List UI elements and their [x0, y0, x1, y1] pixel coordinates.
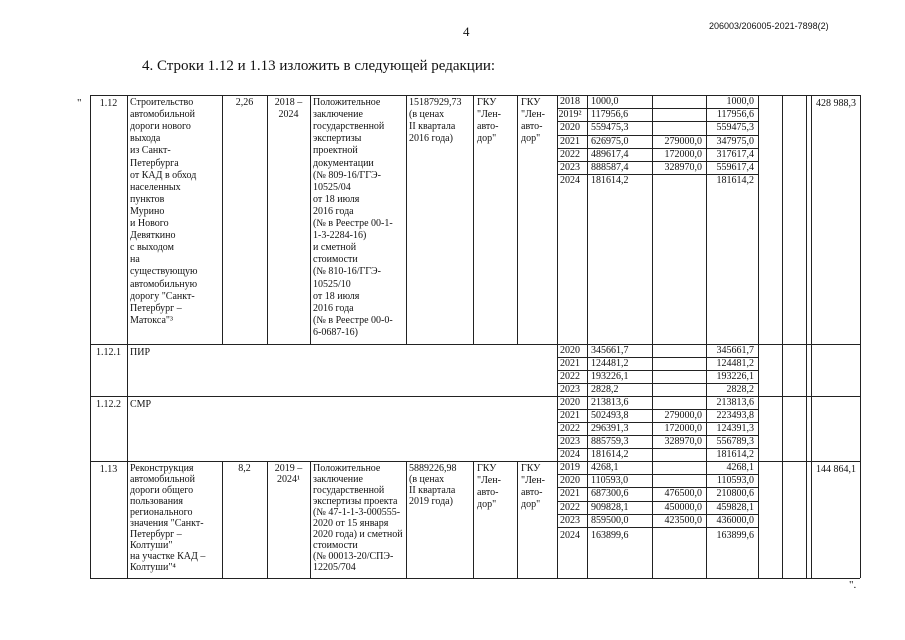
executor-line: ГКУ	[521, 463, 541, 474]
total-cell: 163899,6	[591, 530, 629, 541]
row-number: 1.12	[99, 98, 118, 109]
customer-line: "Лен-	[477, 475, 501, 487]
project-name-line: от КАД в обход	[130, 169, 197, 181]
regional-cell: 345661,7	[716, 345, 754, 356]
total-cell: 296391,3	[591, 423, 629, 434]
doc-line: (№ 00013-20/СПЭ-	[313, 551, 394, 562]
project-name-line: Колтуши"⁴	[130, 562, 176, 573]
regional-cell: 213813,6	[716, 397, 754, 408]
project-name-line: Девяткино	[130, 230, 176, 242]
executor-line: авто-	[521, 121, 543, 133]
doc-line: 1-3-2284-16)	[313, 230, 367, 242]
total-cell: 502493,8	[591, 410, 629, 421]
year-cell: 2024	[560, 175, 580, 187]
length-cell: 2,26	[235, 97, 254, 108]
federal-cell: 476500,0	[664, 488, 702, 500]
project-name-line: и Нового	[130, 218, 169, 229]
total-cell: 687300,6	[591, 488, 629, 500]
row-number: 1.12.1	[96, 347, 121, 358]
doc-line: государственной	[313, 121, 385, 133]
customer-line: авто-	[477, 121, 499, 133]
grid-line	[310, 95, 311, 344]
project-name-line: на участке КАД –	[130, 551, 206, 562]
total-cell: 4268,1	[591, 462, 619, 473]
regional-cell: 163899,6	[716, 530, 754, 541]
regional-cell: 223493,8	[716, 410, 754, 421]
total-cell: 559475,3	[591, 122, 629, 134]
subitem-name: СМР	[130, 399, 152, 410]
doc-line: 10525/10	[313, 278, 351, 290]
project-name-line: из Санкт-	[130, 145, 171, 157]
doc-line: (№ 47-1-1-3-000555-	[313, 507, 401, 518]
year-cell: 2021	[560, 488, 580, 500]
doc-line: заключение	[313, 109, 363, 121]
executor-line: "Лен-	[521, 109, 545, 121]
project-name-line: дорогу "Санкт-	[130, 290, 195, 302]
grid-line	[127, 95, 128, 578]
project-name-line: пунктов	[130, 193, 165, 205]
regional-cell: 2828,2	[726, 384, 754, 395]
period-line: 2024¹	[277, 474, 300, 485]
project-name-line: регионального	[130, 507, 193, 518]
customer-line: ГКУ	[477, 97, 497, 108]
cost-line: 15187929,73	[409, 97, 462, 108]
doc-line: экспертизы проекта	[313, 496, 398, 507]
doc-line: Положительное	[313, 97, 381, 108]
regional-cell: 124481,2	[716, 358, 754, 369]
section-heading: 4. Строки 1.12 и 1.13 изложить в следующей редакции:	[142, 58, 496, 74]
total-cell: 124481,2	[591, 358, 629, 369]
doc-line: (№ в Реестре 00-1-	[313, 218, 393, 229]
cost-line: 2019 года)	[409, 496, 453, 507]
year-cell: 2019²	[558, 109, 582, 121]
grid-line	[90, 578, 860, 579]
period-line: 2024	[278, 109, 299, 121]
project-name-line: дороги нового	[130, 121, 191, 133]
regional-cell: 459828,1	[716, 501, 754, 513]
regional-cell: 1000,0	[726, 96, 754, 107]
doc-line: 10525/04	[313, 181, 351, 193]
regional-cell: 181614,2	[716, 449, 754, 460]
year-cell: 2020	[560, 475, 580, 487]
federal-cell: 279000,0	[664, 135, 702, 147]
grid-line	[758, 95, 759, 578]
doc-line: (№ 810-16/ГГЭ-	[313, 266, 381, 278]
grid-line	[406, 95, 407, 344]
total-cell: 489617,4	[591, 148, 629, 160]
row-number: 1.13	[99, 464, 118, 475]
customer-line: дор"	[477, 133, 497, 145]
doc-line: от 18 июля	[313, 193, 360, 205]
total-cell: 193226,1	[591, 371, 629, 382]
project-name-line: выхода	[130, 133, 161, 145]
project-name-line: на	[130, 254, 140, 266]
executor-line: ГКУ	[521, 97, 541, 108]
customer-line: ГКУ	[477, 463, 497, 474]
regional-cell: 436000,0	[716, 514, 754, 526]
grid-line	[473, 461, 474, 578]
regional-cell: 4268,1	[726, 462, 754, 473]
project-name-line: Колтуши"	[130, 540, 173, 551]
federal-cell: 328970,0	[664, 162, 702, 173]
doc-line: (№ в Реестре 00-0-	[313, 314, 393, 326]
total-cell: 888587,4	[591, 162, 629, 173]
regional-cell: 210800,6	[716, 488, 754, 500]
grid-line	[222, 461, 223, 578]
page-number: 4	[463, 24, 470, 39]
year-cell: 2020	[560, 397, 580, 408]
doc-line: государственной	[313, 485, 385, 496]
regional-cell: 193226,1	[716, 371, 754, 382]
year-cell: 2021	[560, 358, 580, 369]
cost-line: (в ценах	[409, 474, 445, 485]
federal-cell: 423500,0	[664, 514, 702, 526]
project-name-line: Мурино	[130, 205, 165, 217]
cost-line: II квартала	[409, 121, 456, 133]
grid-line	[706, 95, 707, 578]
grid-line	[806, 95, 807, 578]
regional-cell: 117956,6	[716, 109, 754, 121]
year-cell: 2023	[560, 436, 580, 447]
year-cell: 2024	[560, 449, 580, 460]
year-cell: 2022	[560, 371, 580, 382]
grid-line	[860, 95, 861, 578]
customer-line: дор"	[477, 499, 497, 511]
project-name-line: автомобильной	[130, 109, 195, 121]
doc-line: 2016 года	[313, 302, 354, 314]
executor-line: "Лен-	[521, 475, 545, 487]
grid-line	[557, 527, 758, 528]
year-cell: 2021	[560, 410, 580, 421]
doc-line: 2016 года	[313, 205, 354, 217]
project-name-line: пользования	[130, 496, 183, 507]
federal-cell: 279000,0	[664, 410, 702, 421]
grid-line	[652, 95, 653, 578]
year-cell: 2024	[560, 530, 580, 541]
total-cell: 885759,3	[591, 436, 629, 447]
project-name-line: автомобильной	[130, 474, 195, 485]
total-cell: 345661,7	[591, 345, 629, 356]
grid-line	[587, 95, 588, 578]
grid-line	[782, 95, 783, 578]
federal-cell: 172000,0	[664, 423, 702, 434]
doc-line: заключение	[313, 474, 363, 485]
total-cell: 1000,0	[591, 96, 619, 107]
remainder-cell: 144 864,1	[816, 464, 856, 475]
doc-line: 12205/704	[313, 562, 356, 573]
document-id: 206003/206005-2021-7898(2)	[709, 21, 829, 31]
year-cell: 2023	[560, 162, 580, 173]
regional-cell: 556789,3	[716, 436, 754, 447]
regional-cell: 124391,3	[716, 423, 754, 434]
grid-line	[267, 95, 268, 344]
year-cell: 2022	[560, 501, 580, 513]
subitem-name: ПИР	[130, 347, 151, 358]
cost-line: 2016 года)	[409, 133, 453, 145]
year-cell: 2022	[560, 423, 580, 434]
total-cell: 626975,0	[591, 135, 629, 147]
federal-cell: 328970,0	[664, 436, 702, 447]
doc-line: 6-0687-16)	[313, 326, 358, 338]
project-name-line: существующую	[130, 266, 198, 278]
year-cell: 2021	[560, 135, 580, 147]
regional-cell: 347975,0	[716, 135, 754, 147]
doc-line: 2020 от 15 января	[313, 518, 389, 529]
project-name-line: Реконструкция	[130, 463, 194, 474]
cost-line: II квартала	[409, 485, 456, 496]
grid-line	[517, 95, 518, 344]
total-cell: 2828,2	[591, 384, 619, 395]
row-number: 1.12.2	[96, 399, 121, 410]
executor-line: авто-	[521, 487, 543, 499]
doc-line: 2020 года) и сметной	[313, 529, 403, 540]
grid-line	[517, 461, 518, 578]
total-cell: 909828,1	[591, 501, 629, 513]
total-cell: 110593,0	[591, 475, 629, 487]
length-cell: 8,2	[238, 463, 251, 474]
close-quote: ".	[849, 579, 857, 591]
year-cell: 2020	[560, 122, 580, 134]
doc-line: и сметной	[313, 242, 357, 254]
customer-line: "Лен-	[477, 109, 501, 121]
regional-cell: 559475,3	[716, 122, 754, 134]
regional-cell: 317617,4	[716, 148, 754, 160]
total-cell: 181614,2	[591, 449, 629, 460]
total-cell: 213813,6	[591, 397, 629, 408]
project-name-line: дороги общего	[130, 485, 194, 496]
grid-line	[473, 95, 474, 344]
year-cell: 2018	[560, 96, 580, 107]
grid-line	[406, 461, 407, 578]
cost-line: 5889226,98	[409, 463, 457, 474]
cost-line: (в ценах	[409, 109, 445, 121]
doc-line: проектной	[313, 145, 358, 157]
doc-line: (№ 809-16/ГГЭ-	[313, 169, 381, 181]
year-cell: 2022	[560, 148, 580, 160]
project-name-line: автомобильную	[130, 278, 198, 290]
period-line: 2018 –	[274, 97, 303, 108]
open-quote: "	[77, 97, 82, 109]
remainder-cell: 428 988,3	[816, 98, 856, 109]
regional-cell: 559617,4	[716, 162, 754, 173]
doc-line: документации	[313, 157, 374, 169]
executor-line: дор"	[521, 499, 541, 511]
project-name-line: Петербург –	[130, 529, 182, 540]
project-name-line: Матокса"³	[130, 314, 173, 326]
grid-line	[90, 95, 91, 578]
grid-line	[811, 95, 812, 578]
project-name-line: населенных	[130, 181, 181, 193]
executor-line: дор"	[521, 133, 541, 145]
customer-line: авто-	[477, 487, 499, 499]
total-cell: 117956,6	[591, 109, 629, 121]
year-cell: 2019	[560, 462, 580, 473]
grid-line	[310, 461, 311, 578]
total-cell: 181614,2	[591, 175, 629, 187]
doc-line: от 18 июля	[313, 290, 360, 302]
year-cell: 2020	[560, 345, 580, 356]
period-line: 2019 –	[274, 463, 303, 474]
project-name-line: Строительство	[130, 97, 194, 108]
doc-line: Положительное	[313, 463, 381, 474]
year-cell: 2023	[560, 384, 580, 395]
total-cell: 859500,0	[591, 514, 629, 526]
project-name-line: Петербурга	[130, 157, 179, 169]
grid-line	[222, 95, 223, 344]
project-name-line: Петербург –	[130, 302, 182, 314]
doc-line: стоимости	[313, 540, 358, 551]
doc-line: стоимости	[313, 254, 358, 266]
federal-cell: 172000,0	[664, 148, 702, 160]
doc-line: экспертизы	[313, 133, 362, 145]
project-name-line: значения "Санкт-	[130, 518, 204, 529]
regional-cell: 181614,2	[716, 175, 754, 187]
federal-cell: 450000,0	[664, 501, 702, 513]
year-cell: 2023	[560, 514, 580, 526]
project-name-line: с выходом	[130, 242, 174, 254]
regional-cell: 110593,0	[716, 475, 754, 487]
